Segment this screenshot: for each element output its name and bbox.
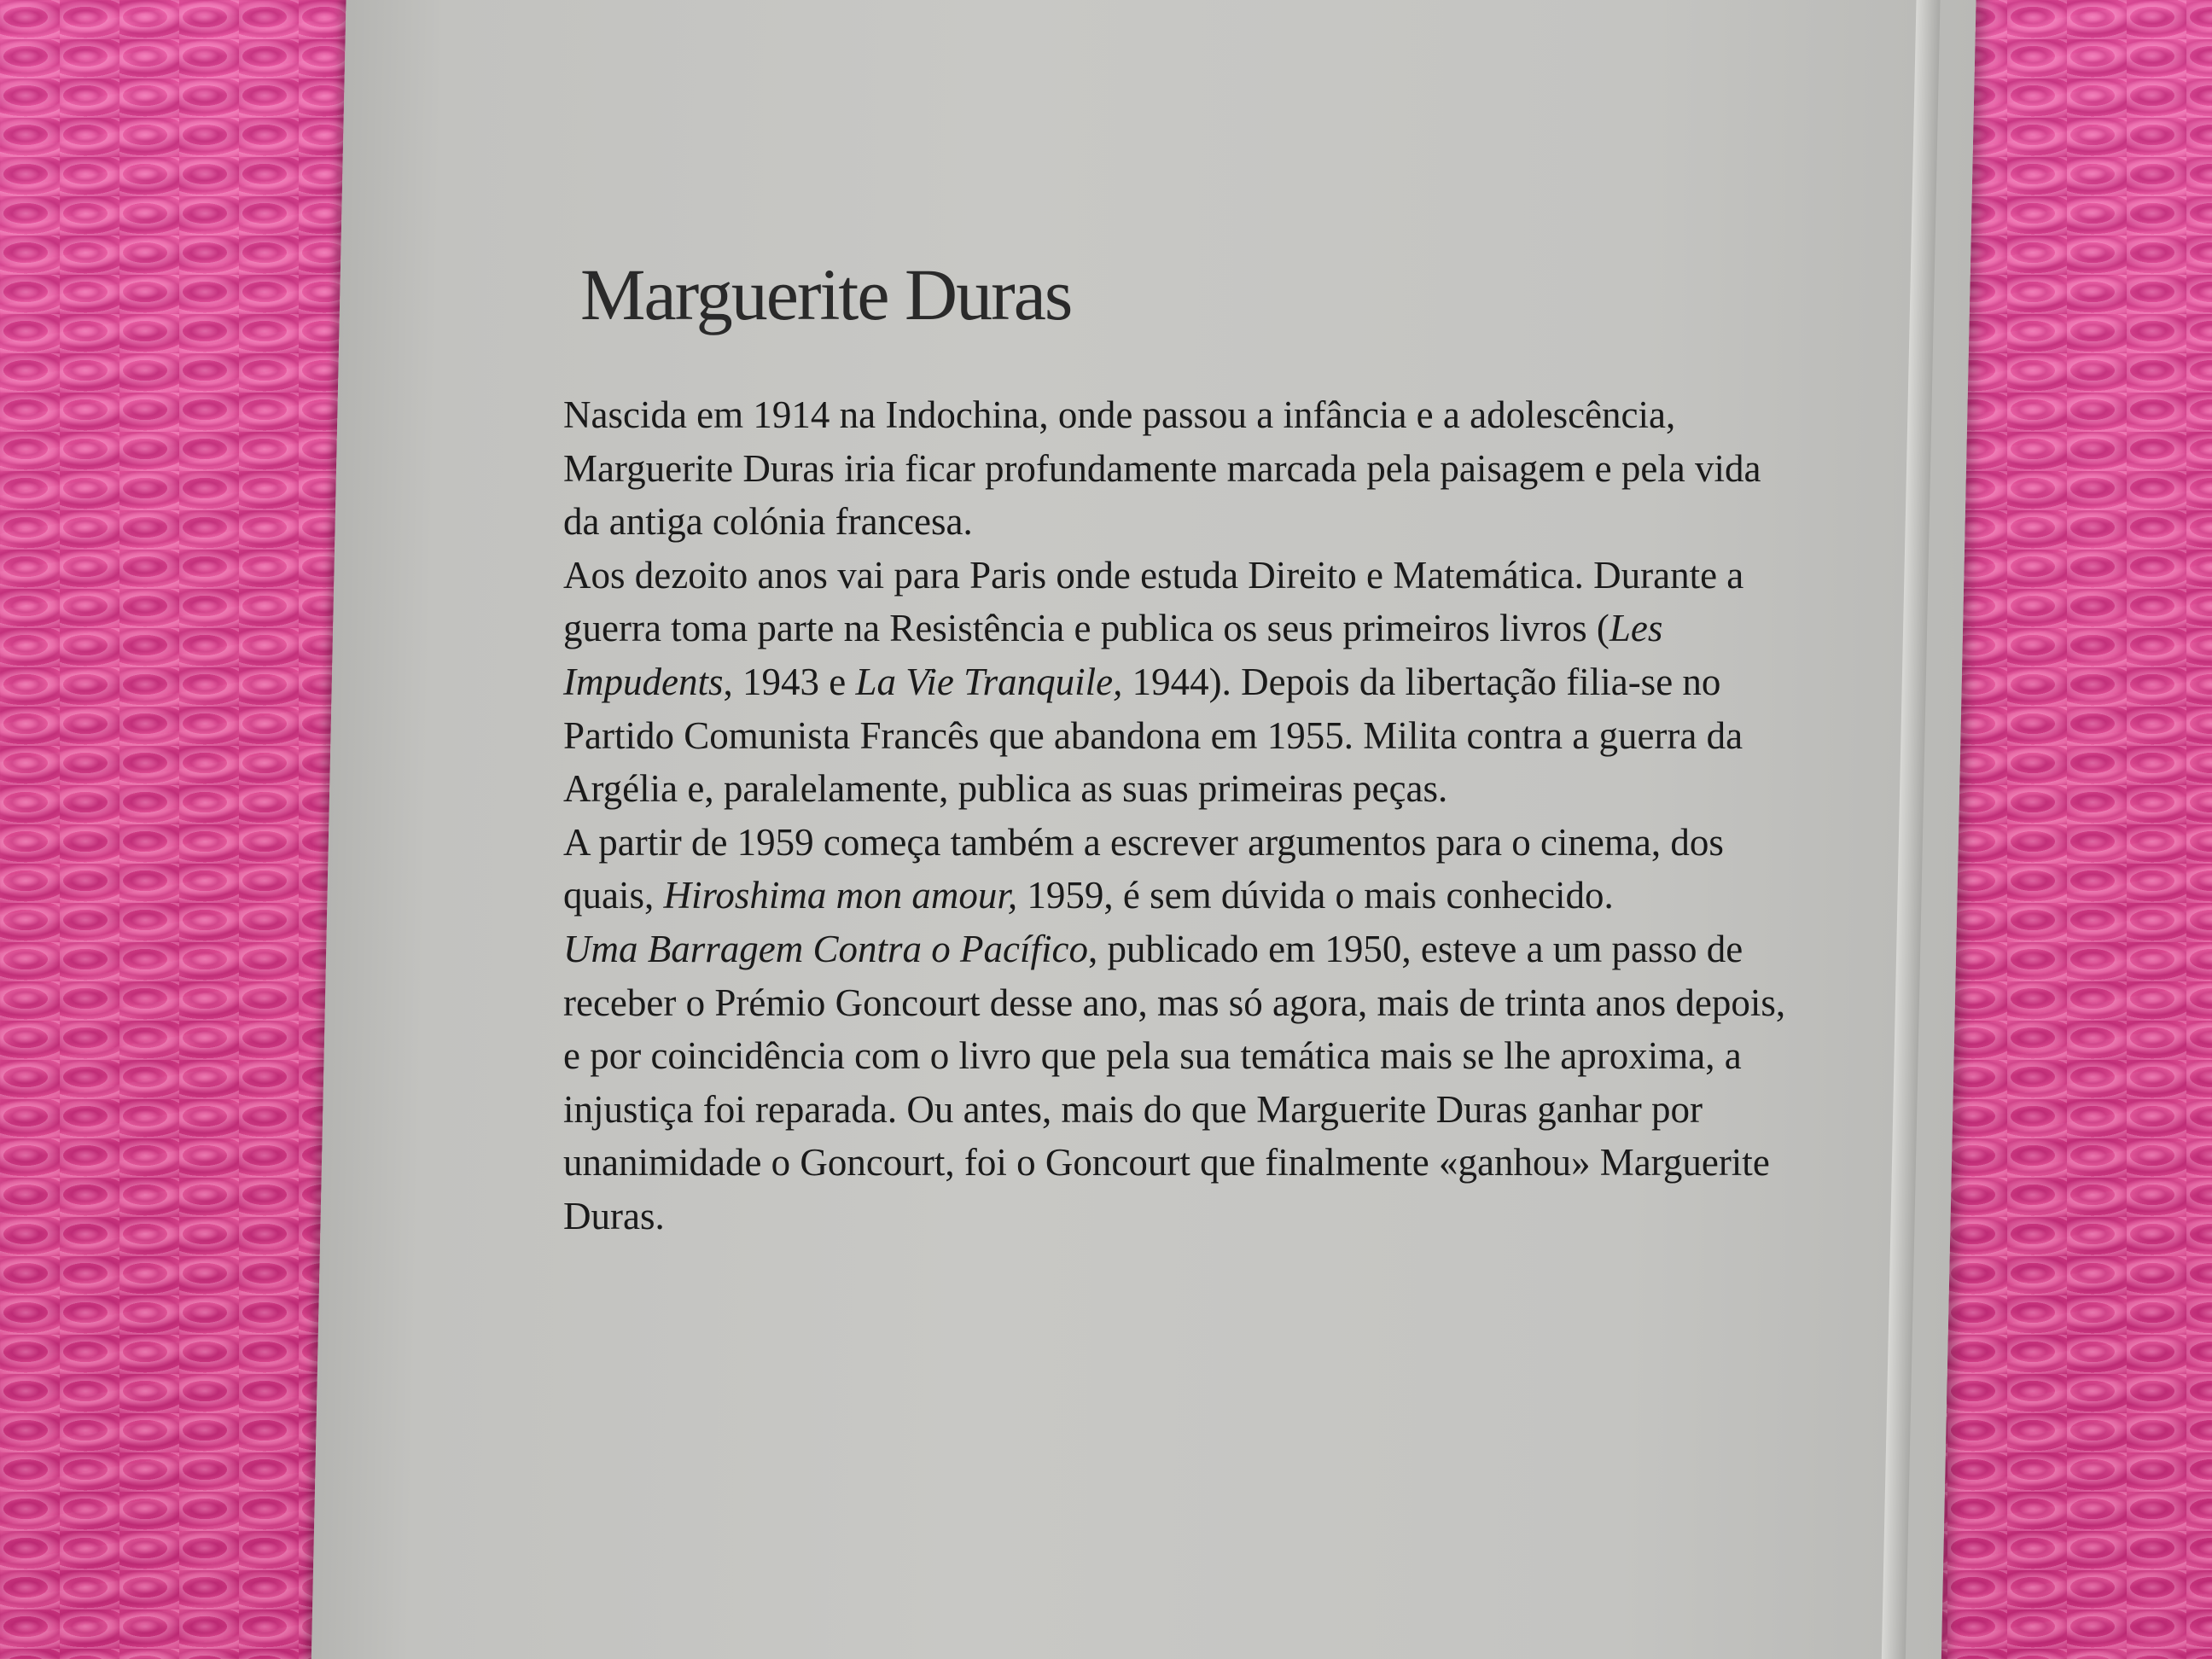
- book-title-les-impudents: Les Impudents: [563, 607, 1663, 703]
- biography-paragraph-1: Nascida em 1914 na Indochina, onde passou a infância e a adolescência, Marguerite Duras iria ficar profundamente marcada pela paisagem e pela vida da antiga colónia francesa.: [563, 393, 1761, 544]
- pink-fabric-background-left: [0, 0, 358, 1659]
- biography-paragraph-4: [563, 923, 1801, 1243]
- author-name: Marguerite Duras: [580, 253, 1072, 335]
- book-title-la-vie-tranquile: La Vie Tranquile,: [855, 660, 1123, 703]
- biography-block: [563, 252, 1801, 1243]
- text-span: , 1943 e: [723, 660, 856, 703]
- text-span: , publicado em 1950, esteve a um passo de receber o Prémio Goncourt desse ano, mas só agora, mais de trinta anos depois, e por coincidência com o livro que pela sua temática mais se lhe aproxima, a injustiça foi reparada. Ou antes, mais do que Marguerite Duras ganhar por unanimidade o Goncourt, foi o Goncourt que finalmente «ganhou» Marguerite Duras.: [563, 927, 1786, 1237]
- text-span: 1944). Depois da libertação filia-se no Partido Comunista Francês que abandona em 1955. Milita contra a guerra da Argélia e, paralelamente, publica as suas primeiras peças.: [563, 660, 1743, 811]
- film-title-hiroshima: Hiroshima mon amour,: [663, 874, 1018, 917]
- biography-paragraph-2: [563, 549, 1801, 816]
- text-span: A partir de 1959 começa também a escrever argumentos para o cinema, dos quais,: [563, 820, 1724, 917]
- text-span: Aos dezoito anos vai para Paris onde estuda Direito e Matemática. Durante a guerra toma parte na Resistência e publica os seus primeiros livros (: [563, 553, 1744, 650]
- biography-paragraph-3: [563, 816, 1801, 923]
- book-title-barragem: Uma Barragem Contra o Pacífico: [563, 927, 1088, 970]
- text-span: 1959, é sem dúvida o mais conhecido.: [1017, 874, 1614, 917]
